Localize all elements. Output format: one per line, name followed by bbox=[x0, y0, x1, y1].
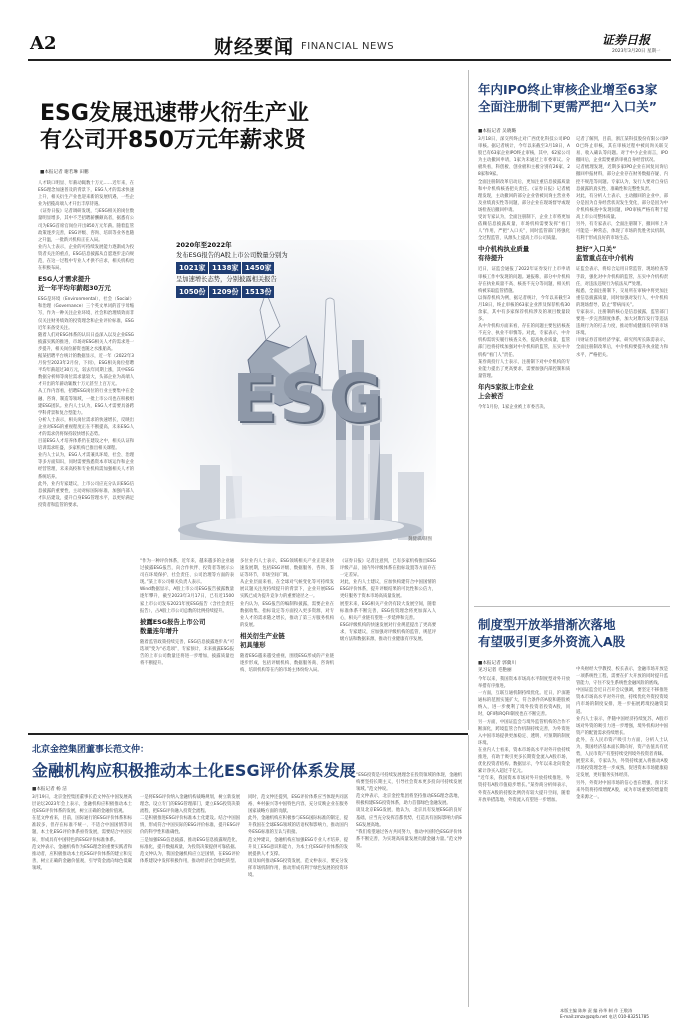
section-rule bbox=[28, 733, 468, 735]
paragraph: 展望未来，专家认为，外资持续流入将推动A股市场投资理念进一步成熟，促进资本市场健康稳定发展，更好服务实体经济。 bbox=[576, 759, 668, 779]
subhead: 监管重点在中介机构 bbox=[576, 254, 634, 263]
story2-headline-1: 年内IPO终止审核企业增至63家 bbox=[478, 82, 658, 97]
paragraph: 此外，在人民币资产吸引力方面，分析人士认为，我国经济基本面长期向好，资产估值具有优势，人民币资产有望持续受到境外投资者青睐。 bbox=[576, 737, 668, 758]
paragraph: 今年1月份，1家企业被上市委否决。 bbox=[478, 404, 548, 410]
subhead: 中介机构执业质量 bbox=[478, 245, 530, 254]
paragraph: 随着人们对ESG体系的认识日益深入以及企业ESG披露实践的推进，市场对ESG相关人才的需求进一步提升，相关岗位薪资也随之水涨船高。 bbox=[38, 332, 134, 352]
paragraph: “作为一种评价体系，近年来，越来越多的企业通过披露ESG报告，向合作伙伴、投资者等展示公司在环境保护、社会责任、公司治理等方面的表现。”某上市公司相关负责人表示。 bbox=[140, 559, 234, 586]
paragraph: 中国证监会近日召开会议强调，要坚定不移推进资本市场高水平对外开放，持续优化外资投资境内市场的制度安排，进一步拓展跨境投融资渠道。 bbox=[576, 688, 668, 715]
story1-headline-1: ESG发展迅速带火衍生产业 bbox=[40, 101, 309, 126]
paragraph: 从中介机构方面来看，存在的问题主要包括核查不充分、执业不审慎等。对此，专家表示，中介机构需切实履行核查义务，提高执业质量，监管部门也将持续加强对中介机构的监管，压实中介机构“看门人”责任。 bbox=[478, 324, 570, 358]
subhead: 披露ESG报告上市公司 bbox=[140, 617, 206, 626]
story3-byline-2: 见习记者 毛艳丽 bbox=[478, 668, 512, 673]
paragraph: 人才缺口明显、年薪动辄数十万元……近年来，在ESG理念加速普及的背景下，ESG人才的需求快速上升，相关衍生产业也迎来新的发展机遇，一些企业为招揽高端人才开出丰厚待遇。 bbox=[38, 181, 134, 208]
paragraph: 另外，有专家表示，全面注册制下，撤回率上升可能是一种常态，体现了市场的优胜劣汰机制，有利于形成良好的市场生态。 bbox=[576, 222, 668, 242]
issue-date: 2023年3月20日 星期一 bbox=[612, 49, 661, 54]
subhead: 数量连年增升 bbox=[140, 626, 179, 635]
subhead: 初具雏形 bbox=[240, 640, 266, 649]
story3-headline-2: 有望吸引更多外资流入A股 bbox=[478, 634, 626, 649]
paragraph: 业内人士表示，企业的可持续发展能力逐渐成为投资者关注的重点，ESG信息披露从自愿逐步走向规范，在这一过程中专业人才供不应求，相关机构也在积极布局。 bbox=[38, 244, 134, 272]
paragraph: 3月18日，深交所终止对广西优化科技公司IPO审核。据记者统计，今年以来截至3月18日，A股已有63家企业IPO终止审核，其中，62家公司为主动撤回申请，1家为未通过上市委审议。分板块看，科创板、创业板和主板分别有26家、28家和9家。 bbox=[478, 137, 570, 178]
story4-byline: ■本报记者 杨 洁 bbox=[32, 787, 67, 792]
column-divider bbox=[468, 70, 469, 730]
subhead: 相关衍生产业链 bbox=[240, 631, 285, 640]
esg-infographic bbox=[140, 240, 436, 550]
paragraph: 对此，有分析人士表示，主动撤回的企业中，部分是因为自身经营状况发生变化，部分是因为中介机构核查中发现问题，IPO审核严格有利于提高上市公司整体质量。 bbox=[576, 193, 668, 221]
subhead: 近一年平均年薪超30万元 bbox=[38, 284, 111, 293]
paragraph: 据某招聘平台统计的数据显示，近一年（2022年3月份至2023年2月份，下同），ESG相关岗位招聘平均年薪超过30万元，较去年同期上涨，其中ESG数据分析师等岗位需求量较大，头部企业为高端人才开出的年薪动辄数十万元甚至上百万元。 bbox=[38, 353, 134, 388]
story-esg-evaluation bbox=[28, 736, 466, 1011]
paragraph: 此外，业内专家建议，上市公司应充分认识ESG信息披露的重要性，主动对标国际标准，加强内部人才队伍建设，提升自身ESG管理水平，以更好满足投资者和监管的要求。 bbox=[38, 481, 134, 508]
paragraph: 今年以来，我国资本市场高水平制度型对外开放举措有序推进。 bbox=[478, 677, 570, 690]
paragraph: 分析人士表示，相关岗位需求的快速增长，反映出企业对ESG的重视程度正在不断提高，未来ESG人才的需求仍将保持较快增长态势。 bbox=[38, 417, 134, 437]
masthead bbox=[0, 0, 699, 70]
subhead: 把好“入口关” bbox=[576, 245, 617, 254]
paragraph: 范文仲认为，我国金融机构应立足国情，在ESG评价体系建设中发挥积极作用，推动经济社会绿色转型。 bbox=[140, 851, 240, 864]
infographic-heading-1: 2020年至2022年 bbox=[176, 241, 232, 249]
paragraph: 以保荐机构为例，据记者统计，今年以来截至3月18日，终止审核的63家企业涉及保荐机构30余家，其中有多家保荐机构涉及的项目数量较多。 bbox=[478, 295, 570, 323]
paragraph: Wind数据显示，A股上市公司ESG报告披露数量逐年攀升，截至2023年3月17日，已有近1500家上市公司发布2021年度ESG报告（含社会责任报告），占A股上市公司总数的比例持续提升。 bbox=[140, 587, 234, 614]
paragraph: 某券商投行人士表示，注册制下对中介机构的专业能力提出了更高要求，需要加强内部控制和质量管理。 bbox=[478, 359, 570, 379]
subhead: 有待提升 bbox=[478, 254, 504, 263]
story4-col3 bbox=[248, 794, 348, 1004]
section-title: 财经要闻 bbox=[214, 36, 295, 58]
story1-col1 bbox=[38, 180, 134, 710]
story3-headline-1: 制度型开放举措渐次落地 bbox=[478, 617, 616, 632]
badge-2022-reports: 1513份 bbox=[242, 286, 274, 298]
paragraph: 在范文仲看来，目前，国际通行的ESG评价体系和标准较多，但存在标准不统一、不适合中国国情等问题，本土化ESG评价体系亟待发展，需要结合中国实际，形成具有中国特色的ESG评价标准体系。 bbox=[32, 816, 132, 843]
story-opening bbox=[474, 608, 670, 1008]
paragraph: 三是加强ESG信息披露，推动ESG信息披露规范化、标准化，提升数据质量，为投资决策提供可靠依据。 bbox=[140, 837, 240, 850]
paragraph: 《证券日报》记者注意到，已有多家机构推出ESG评级产品，国内外评级体系在指标设置等方面存在一定差异。 bbox=[340, 559, 436, 579]
paragraph: 随着监管政策持续完善，ESG信息披露逐步从“可选项”变为“必选项”，专家预计，未来披露ESG报告的上市公司数量还将进一步增加，披露质量也将不断提升。 bbox=[140, 639, 234, 667]
badge-2020-companies: 1021家 bbox=[176, 262, 208, 274]
paragraph: 多位业内人士表示，ESG领域相关产业正迎来快速发展期，包括ESG评级、数据服务、咨询、鉴证等环节，市场空间广阔。 bbox=[240, 559, 334, 579]
story1-headline-2: 有公司开850万元年薪求贤 bbox=[40, 128, 306, 153]
column-divider bbox=[468, 735, 469, 1007]
paragraph: 范文仲表示，北京金控集团将坚持推动ESG理念落地，积极构建ESG投资体系，助力首都绿色金融发展。 bbox=[356, 794, 462, 807]
story2-headline-2: 全面注册制下更需严把“入口关” bbox=[478, 99, 657, 114]
subhead: 年内5家拟上市企业 bbox=[478, 382, 534, 391]
story-ipo bbox=[474, 70, 670, 610]
story3-byline: ■本报记者 郭冀川 bbox=[478, 661, 516, 666]
paragraph: 谈及如何推动ESG投资发展，范文仲表示，要充分发挥市场机制作用，推动形成有利于绿色发展的投资环境。 bbox=[248, 858, 348, 879]
paragraph: 从工作内容看，招聘ESG岗位的行业主要集中在金融、咨询、制造等领域，一批上市公司也在积极组建ESG团队。业内人士认为，ESG人才需要具备跨学科背景和复合型能力。 bbox=[38, 389, 134, 416]
infographic-heading-3: 呈加速增长态势，分别披露相关报告 bbox=[176, 276, 277, 283]
paragraph: 记者梳理发现，近期多家IPO企业在回复问询后撤回申报材料，部分企业存在财务数据存疑、内控不规范等问题。专家认为，发行人要对自身信息披露的真实性、准确性和完整性负责。 bbox=[576, 165, 668, 192]
photo-credit: 魏健骐/制图 bbox=[407, 537, 432, 542]
paragraph: 从企业层面来看，在全球对气候变化等可持续发展议题关注度持续提升的背景下，企业开展ESG实践已成为提升竞争力的重要途径之一。 bbox=[240, 580, 334, 600]
story2-col2 bbox=[576, 136, 668, 606]
story4-col4 bbox=[356, 772, 462, 1004]
story1-byline: ■本报记者 谢若琳 田鹏 bbox=[40, 170, 89, 175]
paragraph: ESG是环境（Environmental）、社会（Social）和治理（Governance）三个英文单词的首字母缩写，作为一种关注企业环境、社会和治理绩效而非仅关注财务绩效的投资理念和企业评价标准，ESG近年来备受关注。 bbox=[38, 297, 134, 331]
paragraph: 范文仲表示，金融机构作为ESG理念的重要实践者和推动者，应积极推动本土化ESG评价体系的建立和完善，树立正确的金融价值观，引导资金流向绿色低碳领域。 bbox=[32, 844, 132, 871]
subhead: ESG人才需求提升 bbox=[38, 275, 91, 284]
paragraph: “ESG投资是可持续发展理念在投资领域的体现，金融机构要坚持长期主义，引导社会资本更多投向可持续发展领域。”范文仲说。 bbox=[356, 773, 462, 793]
paragraph: 展望未来，ESG相关产业仍有较大发展空间，随着标准体系不断完善，ESG投资理念将更加深入人心，相关产业链有望进一步延伸和完善。 bbox=[340, 601, 436, 621]
section-divider bbox=[474, 606, 670, 607]
subhead: 上会被否 bbox=[478, 391, 504, 400]
badge-2020-reports: 1050份 bbox=[176, 286, 208, 298]
paragraph: 业内认为，ESG报告的编制和披露，需要企业在数据收集、指标设定等方面投入更多资源，对专业人才的需求随之增长，推动了第三方服务机构的发展。 bbox=[240, 601, 334, 628]
paper-logo: 证券日报 bbox=[602, 33, 651, 47]
infographic-heading-2: 发布ESG报告的A股上市公司数量分别为 bbox=[176, 252, 288, 259]
story4-col1 bbox=[32, 794, 132, 1004]
paragraph: 随着ESG越来越受重视，围绕ESG形成的产业链逐步形成，包括评级机构、数据服务商、咨询机构、培训机构等在内的市场主体纷纷入局。 bbox=[240, 653, 334, 674]
story2-byline: ■本报记者 吴晓璐 bbox=[478, 129, 516, 134]
paragraph: ESG评级机构的快速发展对行业规范提出了更高要求，专家建议，应加强对评级机构的监管，规范评级方法和数据来源，推动行业健康有序发展。 bbox=[340, 622, 436, 643]
paragraph: 据悉，全面注册制下，交易所在审核中将更加注重信息披露质量，同时加强对发行人、中介机构的现场督导，防止“带病闯关”。 bbox=[576, 288, 668, 308]
story-esg bbox=[28, 70, 462, 730]
paragraph: 对此，业内人士建议，应加快构建符合中国国情的ESG评价体系，提升评级结果的可比性和公信力，更好服务于资本市场高质量发展。 bbox=[340, 580, 436, 600]
story3-col2 bbox=[576, 666, 668, 1001]
paragraph: “我们希望通过各方共同努力，推动中国特色ESG评价体系不断完善，为实现高质量发展贡献金融力量。”范文仲说。 bbox=[356, 829, 462, 849]
paragraph: 记者了解到，目前，浙江某科技股份有限公司IPO已终止审核，其在审核过程中被问询关联交易、收入确认等问题。对于中小企业而言，IPO撤回后，企业需要重新审视自身经营状况。 bbox=[576, 137, 668, 164]
story4-kicker: 北京金控集团董事长范文仲： bbox=[32, 745, 150, 755]
paragraph: 业内人士认为，ESG人才需兼具环境、社会、治理等多方面知识，同时需要熟悉资本市场运作和企业经营管理，未来高校和专业机构需加强相关人才的系统培养。 bbox=[38, 453, 134, 480]
story1-col3 bbox=[240, 558, 334, 728]
paragraph: 二是积极推进ESG评价标准本土化建设。结合中国国情，形成符合中国实际的ESG评价标准，提升ESG评价的科学性和准确性。 bbox=[140, 816, 240, 836]
paragraph: 中央财经大学教授、校长表示，金融市场开放是一项系统性工程，需要在扩大开放的同时提升监管能力，守住不发生系统性金融风险的底线。 bbox=[576, 667, 668, 687]
paragraph: 范文仲建议，金融机构应加强ESG专业人才培养，提升员工ESG意识和能力，为本土化ESG评价体系的发展提供人才支撑。 bbox=[248, 837, 348, 857]
paragraph: 受访专家认为，全面注册制下，企业上市将更加依赖信息披露质量，市场机构需要发挥“看门人”作用，严把“入口关”，同时监管部门将强化全过程监管，从源头上提高上市公司质量。 bbox=[478, 215, 570, 242]
paragraph: 同时，范文仲还提到，ESG评价体系应当体现共同富裕、乡村振兴等中国特色内容，充分反映企业在服务国家战略方面的贡献。 bbox=[248, 795, 348, 815]
paragraph: 川财证券首席经济学家、研究所所长陈雳表示，全面注册制改革后，中介机构要提升执业能力和水平，严格把关。 bbox=[576, 338, 668, 358]
paragraph: 另一方面，中国证监会与境外监管机构的合作不断深化，跨境监管合作机制持续完善，为外资进入中国市场提供更加稳定、透明、可预期的制度环境。 bbox=[478, 719, 570, 746]
badge-2021-companies: 1138家 bbox=[209, 262, 241, 274]
story1-col2 bbox=[140, 558, 234, 728]
paragraph: 全面注册制改革启动后，更加注重信息披露质量和中介机构核查把关责任。《证券日报》记者梳理发现，主动撤回的部分企业曾被问询主营业务及业绩真实性等问题，部分企业在现场督导或现场检查后撤回申请。 bbox=[478, 179, 570, 213]
paragraph: 在业内人士看来，资本市场高水平对外开放持续推进，有助于吸引更多长期资金流入A股市场，优化投资者结构。数据显示，今年以来北向资金累计净买入超过千亿元。 bbox=[478, 747, 570, 775]
paragraph: 专家表示，注册制的核心是信息披露，监管部门要进一步完善制度体系，加大对欺诈发行等违法违规行为的打击力度，推动形成健康有序的市场环境。 bbox=[576, 309, 668, 337]
story2-col1 bbox=[478, 136, 570, 606]
paragraph: “近年来，我国资本市场对外开放持续推进，外资持有A股市值稳步增长。”某券商分析师表示，外资在A股的持股比例仍有较大提升空间，随着开放举措落地，外资流入有望进一步增加。 bbox=[478, 776, 570, 803]
paragraph: 近日，证监会通报了2022年证券发行上市申请审核工作中发现的问题。通报称，部分中介机构存在执业质量不高、核查不充分等问题，相关机构被采取监管措施。 bbox=[478, 267, 570, 294]
story1-col4 bbox=[340, 558, 436, 728]
paragraph: 一方面，互联互通机制持续优化。近日，沪深港通标的范围实施扩大，符合条件的A股和港股被纳入，进一步便利了境外投资者投资A股，同时，QFII和RQFII制度也在不断完善。 bbox=[478, 691, 570, 718]
paragraph: 业内人士表示，伴随中国经济持续复苏，A股市场对外资的吸引力进一步增强，境外机构对中国资产的配置需求持续增长。 bbox=[576, 716, 668, 736]
footer-editors: 本版主编 陈炜 责 编 孙华 制 作 王敬涛 bbox=[560, 1008, 633, 1013]
paragraph: 证监会表示，将综合运用日常监管、现场检查等手段，强化对中介机构的监管，压实中介机构责任，对违法违规行为依法从严处理。 bbox=[576, 267, 668, 287]
paragraph: 另外，外资对中国市场的信心也在增强，预计未来外资将持续增配A股，成为市场重要的增量资金来源之一。 bbox=[576, 780, 668, 800]
masthead-rule bbox=[28, 59, 671, 61]
paragraph: 目前ESG人才培养体系仍在建设之中，相关认证和培训需求旺盛，多家机构已推出相关课程。 bbox=[38, 439, 134, 452]
paragraph: 3月19日，北京金控集团董事长范文仲在中国发展高层论坛2023年会上表示，金融机构应积极推动本土化ESG评价体系的发展，树立正确的金融价值观。 bbox=[32, 795, 132, 815]
section-title-en: FINANCIAL NEWS bbox=[301, 41, 395, 52]
story3-col1 bbox=[478, 676, 570, 1001]
paragraph: 一是将ESG评价纳入金融机构战略规划，树立新发展理念。设立专门的ESG管理部门，建立ESG投资决策流程，把ESG评价融入投资全流程。 bbox=[140, 795, 240, 815]
story4-col2 bbox=[140, 794, 240, 1004]
esg-3d-letters: ESG bbox=[232, 360, 385, 437]
badge-2021-reports: 1209份 bbox=[209, 286, 241, 298]
page-label: A2 bbox=[30, 33, 57, 54]
paragraph: 此外，金融机构应积极参与ESG国际标准的制定，提升我国在全球ESG领域的话语权和影响力，推动国内外ESG标准的互认与衔接。 bbox=[248, 816, 348, 836]
page-footer bbox=[560, 1008, 680, 1022]
footer-contact: E-mail:zmzx@zqrb.net 电话 010-83251785 bbox=[560, 1014, 649, 1019]
story4-headline: 金融机构应积极推动本土化ESG评价体系发展 bbox=[32, 761, 356, 780]
paragraph: 《证券日报》记者调研发现，与ESG相关的岗位数量明显增多，其中不乏招聘薪酬颇高者，据悉有公司为ESG首席官岗位开出850万元年薪。随着监管政策逐步完善，ESG评级、咨询、培训等业务也随之升温，一批新兴机构正在入局。 bbox=[38, 209, 134, 243]
paragraph: 谈及北京ESG发展，他认为，北京具有发展ESG的良好基础，应当充分发挥首都优势，打造具有国际影响力的ESG发展高地。 bbox=[356, 808, 462, 828]
badge-2022-companies: 1450家 bbox=[242, 262, 274, 274]
